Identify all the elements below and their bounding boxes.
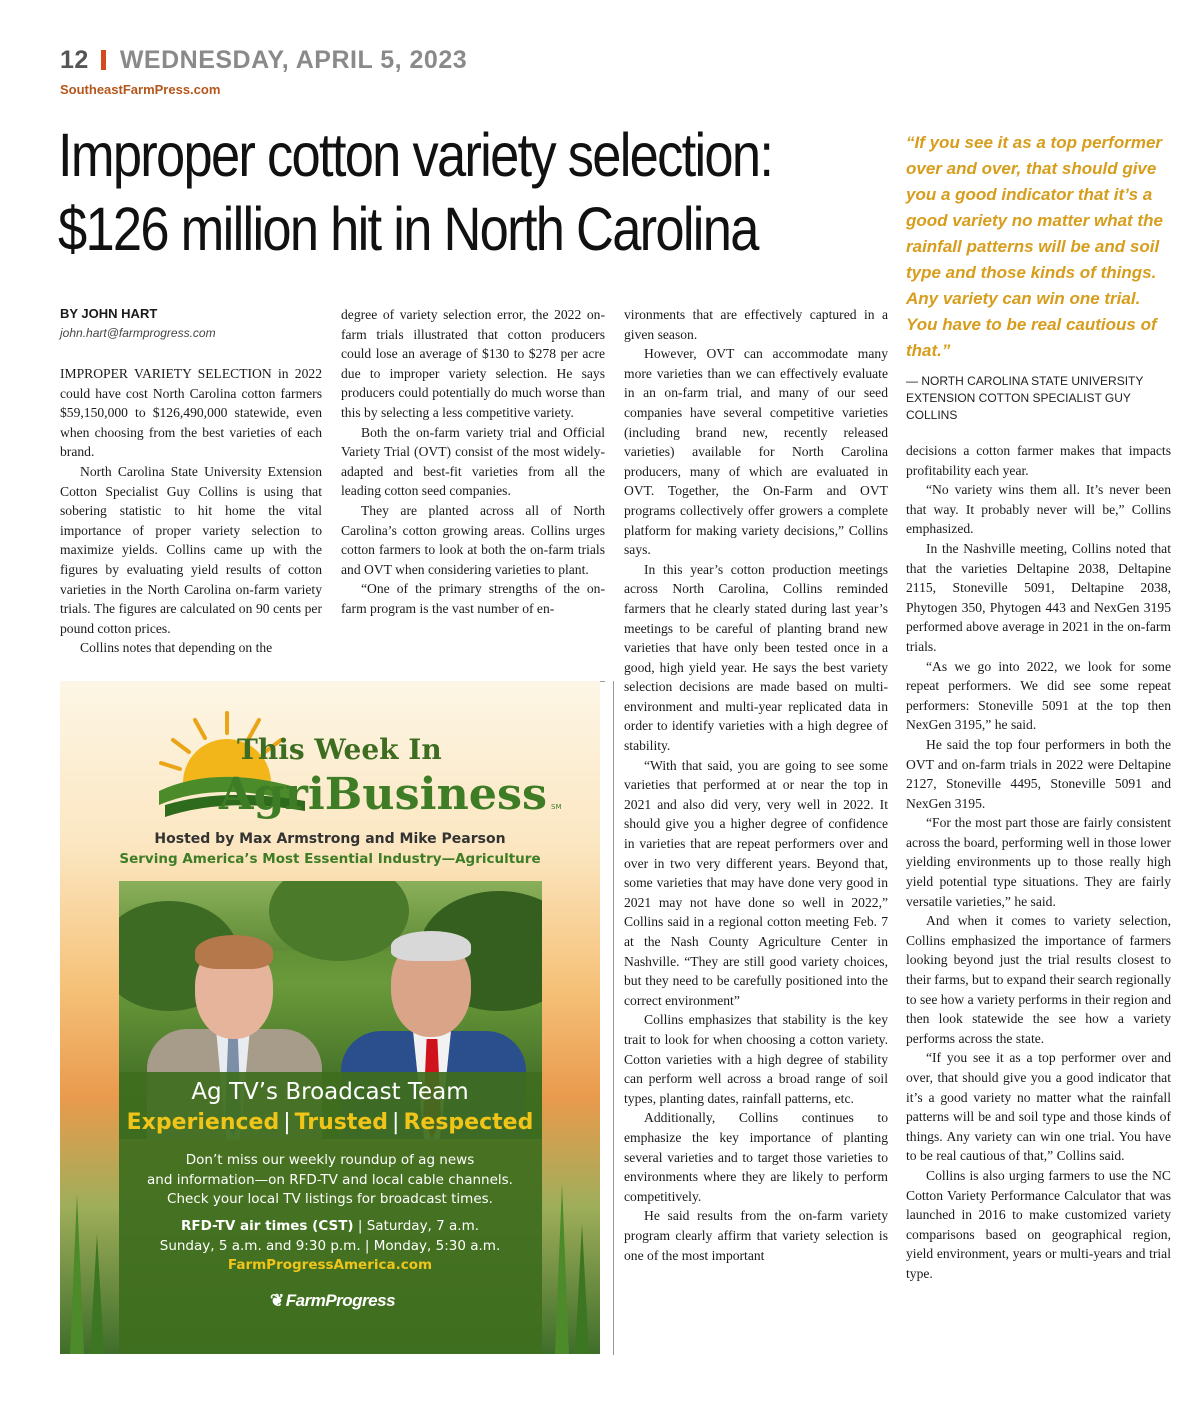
- paragraph: “No variety wins them all. It’s never been that way. It probably never will be,” Collins emphasized.: [906, 482, 1171, 537]
- page-number: 12: [60, 46, 89, 74]
- brand-name: FarmProgress: [285, 1291, 396, 1310]
- ad-body-line: and information—on RFD-TV and local cable channels.: [147, 1171, 513, 1188]
- pull-quote-attribution: — NORTH CAROLINA STATE UNIVERSITY EXTENSION COTTON SPECIALIST GUY COLLINS: [906, 374, 1144, 422]
- tagline-trusted: Trusted: [294, 1110, 389, 1135]
- paragraph: Both the on-farm variety trial and Official Variety Trial (OVT) consist of the most widely-adapted and best-fit varieties from all the leading cotton seed companies.: [341, 424, 605, 499]
- air-times-saturday: | Saturday, 7 a.m.: [353, 1218, 480, 1234]
- farmprogress-logo: [270, 1291, 395, 1311]
- air-times-label: RFD-TV air times (CST): [180, 1218, 354, 1234]
- ad-hosts: Hosted by Max Armstrong and Mike Pearson: [154, 831, 506, 847]
- paragraph: Collins is also urging farmers to use the NC Cotton Variety Performance Calculator that was launched in 2016 to make customized variety comparisons based on geographical region, yield environment, years or multi-years and trial type.: [906, 1167, 1171, 1281]
- service-mark: SM: [551, 803, 562, 811]
- ad-description: [60, 1151, 600, 1210]
- paragraph: North Carolina State University Extension Cotton Specialist Guy Collins is using that sobering statistic to hit home the vital importance of proper variety selection to maximize yields. Collins came up with the figures by evaluating yield results of cotton varieties in the North Carolina on-farm variety trials. The figures are calculated on 90 cents per pound cotton prices.: [60, 463, 322, 636]
- tagline-experienced: Experienced: [126, 1110, 280, 1135]
- ad-website-link[interactable]: FarmProgressAmerica.com: [227, 1257, 433, 1273]
- paragraph: decisions a cotton farmer makes that impacts profitability each year.: [906, 443, 1171, 478]
- paragraph: They are planted across all of North Carolina’s cotton growing areas. Collins urges cotton farmers to look at both the on-farm trials and OVT when considering varieties to plant.: [341, 502, 605, 577]
- paragraph: “For the most part those are fairly consistent across the board, performing well in those lower yielding environments up to those really high yield potential type situations. They are fairly versatile varieties,” he said.: [906, 815, 1171, 909]
- paragraph: “As we go into 2022, we look for some repeat performers. We did see some repeat performers: Stoneville 5091 at the top then NexGen 3195,” he said.: [906, 658, 1171, 733]
- headline-line-1: Improper cotton variety selection:: [58, 121, 773, 189]
- paragraph: Collins emphasizes that stability is the key trait to look for when choosing a cotton variety. Cotton varieties with a high degree of stability can perform well across a broad range of soil types, planting dates, rainfall patterns, etc.: [624, 1012, 888, 1106]
- paragraph: “One of the primary strengths of the on-farm program is the vast number of en-: [341, 581, 605, 616]
- ad-body-line: Check your local TV listings for broadcast times.: [167, 1191, 493, 1207]
- page-folio: [60, 46, 467, 75]
- article-column-3: [624, 305, 888, 1265]
- tagline-divider: |: [283, 1110, 291, 1135]
- pull-quote: “If you see it as a top performer over and over, that should give you a good indicator that it’s a good variety no matter what the rainfall patterns will be and soil type and those kinds of things. Any variety can win one trial. You have to be real cautious of that.”: [906, 133, 1163, 360]
- site-name: SoutheastFarmPress.com: [60, 82, 221, 97]
- logo-line-1: This Week In: [237, 733, 442, 766]
- paragraph: He said the top four performers in both the OVT and on-farm trials in 2022 were Deltapine 2127, Stoneville 4495, Stoneville 5091 and NexGen 3195.: [906, 736, 1171, 811]
- article-column-1: [60, 364, 322, 658]
- column-rule: [613, 681, 614, 1355]
- leaf-icon: ❦: [270, 1291, 284, 1310]
- paragraph: “If you see it as a top performer over and over, that should give you a good indicator that it’s a good variety no matter what the rainfall patterns will be and soil type and those kinds of things. Any variety can win one trial. You have to be real cautious of that,” Collins said.: [906, 1050, 1171, 1164]
- paragraph: Additionally, Collins continues to emphasize the key importance of planting several varieties and to target those varieties to environments where they are likely to perform competitively.: [624, 1110, 888, 1204]
- paragraph: And when it comes to variety selection, Collins emphasized the importance of farmers looking beyond just the trial results closest to their farms, but to expand their search regionally to see how a variety performs in their region and then look statewide the see how a variety performs across the state.: [906, 913, 1171, 1046]
- logo-line-2: AgriBusiness: [217, 769, 547, 820]
- headline-line-2: $126 million hit in North Carolina: [58, 195, 758, 263]
- article-column-2: [341, 305, 605, 619]
- paragraph: degree of variety selection error, the 2022 on-farm trials illustrated that cotton producers could lose an average of $130 to $278 per acre due to improper variety selection. He says producers could potentially do much worse than this by selecting a less competitive variety.: [341, 307, 605, 420]
- folio-divider: [101, 50, 106, 70]
- headline: [58, 118, 773, 266]
- air-times: [60, 1217, 600, 1276]
- paragraph: He said results from the on-farm variety program clearly affirm that variety selection is one of the most important: [624, 1208, 888, 1263]
- author-email[interactable]: john.hart@farmprogress.com: [60, 326, 216, 340]
- byline: BY JOHN HART: [60, 306, 158, 321]
- paragraph: vironments that are effectively captured in a given season.: [624, 307, 888, 342]
- paragraph: In this year’s cotton production meetings across North Carolina, Collins reminded farmers that he clearly stated during last year’s meetings to be careful of planting brand new varieties that have only been tested once in a good, high yield year. He says the best variety selection decisions are made based on multi-environment and multi-year replicated data in order to identify varieties with a high degree of stability.: [624, 561, 888, 754]
- paragraph: IMPROPER VARIETY SELECTION in 2022 could have cost North Carolina cotton farmers $59,150,000 to $126,490,000 statewide, even when choosing from the best varieties of each brand.: [60, 366, 322, 460]
- agribusiness-advertisement[interactable]: [60, 681, 600, 1354]
- ad-slogan: Serving America’s Most Essential Industry—Agriculture: [119, 851, 541, 867]
- ad-team-title: Ag TV’s Broadcast Team: [191, 1079, 469, 1105]
- paragraph: However, OVT can accommodate many more varieties than we can effectively evaluate in an on-farm trial, and many of our seed companies have several competitive varieties (including brand new, recently released varieties) available for North Carolina producers, many of which are evaluated in OVT. Together, the On-Farm and OVT programs collectively offer growers a complete platform for making variety decisions,” Collins says.: [624, 346, 888, 558]
- this-week-in-agribusiness-logo: [155, 705, 575, 825]
- paragraph: “With that said, you are going to see some varieties that performed at or near the top in 2021 and also did very, very well in 2022. It should give you a higher degree of confidence in varieties that are repeat performers over and over in two very different years. Beyond that, some varieties that may have done very good in 2021 may not have done so well in 2022,” Collins said in a regional cotton meeting Feb. 7 at the Nash County Agriculture Center in Nashville. “They are still good variety choices, but they need to be carefully positioned into the correct environment”: [624, 757, 888, 1008]
- paragraph: Collins notes that depending on the: [80, 640, 273, 656]
- tagline-divider: |: [392, 1110, 400, 1135]
- air-times-sunday-monday: Sunday, 5 a.m. and 9:30 p.m. | Monday, 5:30 a.m.: [159, 1237, 501, 1254]
- paragraph: In the Nashville meeting, Collins noted that that the varieties Deltapine 2038, Deltapine 2115, Stoneville 5091, Deltapine 2038, Phytogen 350, Phytogen 443 and NexGen 3195 performed above average in 2021 in the on-farm trials.: [906, 540, 1171, 654]
- ad-taglines: [60, 1110, 600, 1135]
- tagline-respected: Respected: [403, 1110, 534, 1135]
- ad-body-line: Don’t miss our weekly roundup of ag news: [185, 1152, 475, 1168]
- article-column-4: [906, 441, 1171, 1284]
- issue-date: WEDNESDAY, APRIL 5, 2023: [119, 46, 468, 74]
